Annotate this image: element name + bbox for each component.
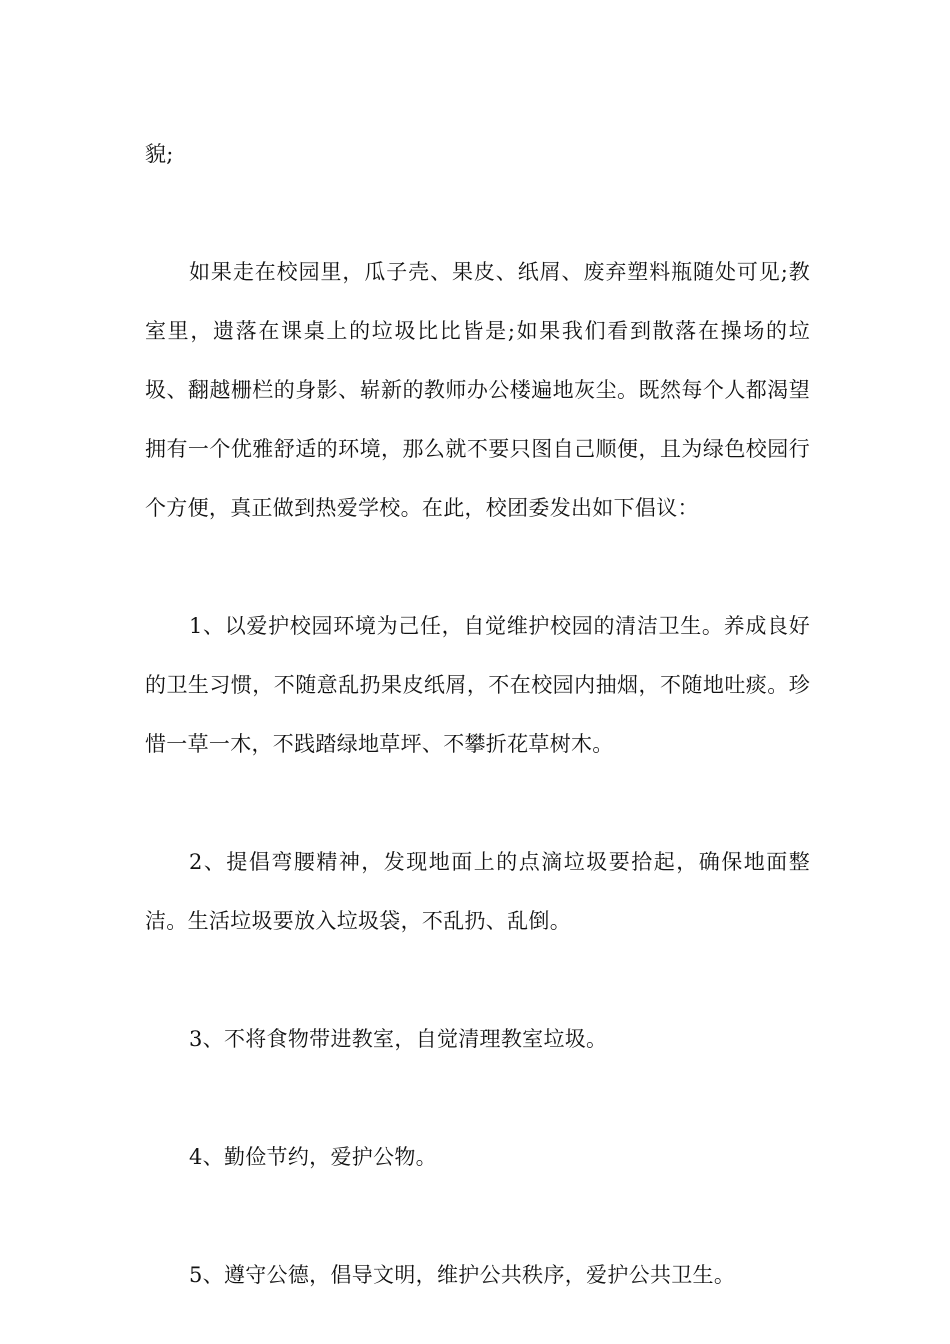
paragraph-item-2: 2、提倡弯腰精神，发现地面上的点滴垃圾要拾起，确保地面整洁。生活垃圾要放入垃圾袋，不乱扔、乱倒。: [145, 850, 810, 933]
paragraph-item-3: 3、不将食物带进教室，自觉清理教室垃圾。: [189, 1027, 608, 1051]
paragraph-item-4: 4、勤俭节约，爱护公物。: [189, 1145, 437, 1169]
paragraph-intro: 如果走在校园里，瓜子壳、果皮、纸屑、废弃塑料瓶随处可见;教室里，遗落在课桌上的垃圾比比皆是;如果我们看到散落在操场的垃圾、翻越栅栏的身影、崭新的教师办公楼遍地灰尘。既然每个人都渴望拥有一个优雅舒适的环境，那么就不要只图自己顺便，且为绿色校园行个方便，真正做到热爱学校。在此，校团委发出如下倡议：: [145, 260, 810, 520]
paragraph-item-5: 5、遵守公德，倡导文明，维护公共秩序，爱护公共卫生。: [189, 1263, 736, 1287]
paragraph-continuation: 貌;: [145, 142, 174, 166]
document-body: [145, 125, 810, 1305]
paragraph-item-1: 1、以爱护校园环境为己任，自觉维护校园的清洁卫生。养成良好的卫生习惯，不随意乱扔果皮纸屑，不在校园内抽烟，不随地吐痰。珍惜一草一木，不践踏绿地草坪、不攀折花草树木。: [145, 614, 810, 756]
